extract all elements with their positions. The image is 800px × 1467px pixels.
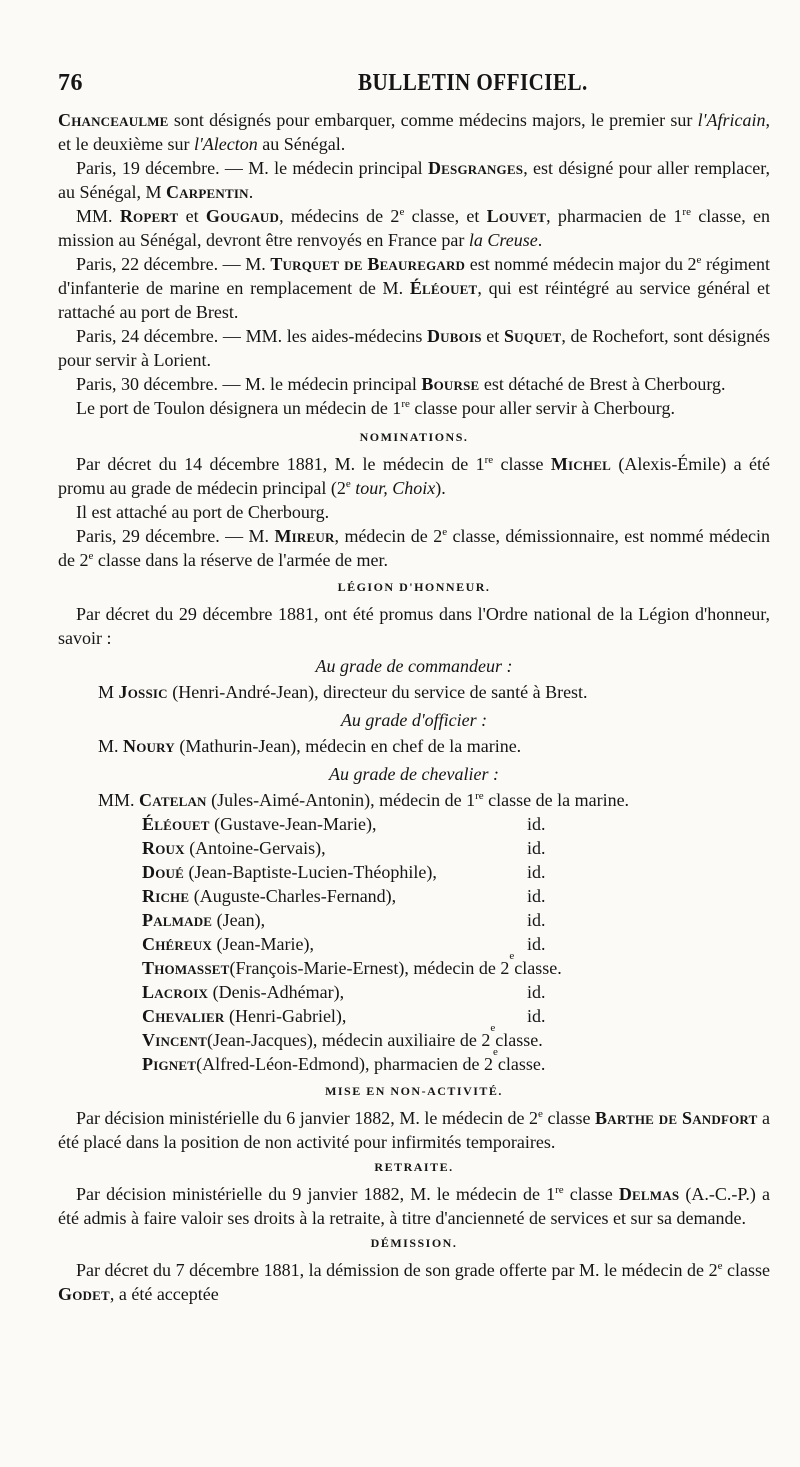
person-name: Palmade — [142, 910, 213, 930]
text: (Henri-André-Jean), directeur du service de santé à Brest. — [167, 682, 588, 702]
text: régiment d'infanterie de marine en remplacement de M. — [58, 254, 770, 298]
text: classe dans la réserve de l'armée de mer. — [93, 550, 388, 570]
superscript: re — [475, 790, 484, 802]
superscript: e — [509, 950, 515, 962]
grade-chevalier-heading: Au grade de chevalier : — [329, 764, 499, 784]
paragraph — [58, 1182, 770, 1230]
list-item — [142, 1004, 770, 1028]
person-name: Chéreux — [142, 934, 213, 954]
list-item — [142, 812, 770, 836]
text: (Henri-Gabriel), — [224, 1006, 347, 1026]
superscript: re — [401, 398, 410, 410]
person-name: Carpentin — [165, 182, 249, 202]
text: (Jean-Jacques), médecin auxiliaire de 2 — [206, 1030, 491, 1050]
text: classe, et — [404, 206, 487, 226]
person-name: Roux — [142, 838, 185, 858]
text: tour, Choix — [350, 478, 436, 498]
text: , médecins de 2 — [279, 206, 400, 226]
text: (Denis-Adhémar), — [208, 982, 345, 1002]
paragraph: Il est attaché au port de Cherbourg. — [76, 502, 330, 522]
text: , a été acceptée — [109, 1284, 219, 1304]
superscript: re — [682, 206, 691, 218]
superscript: e — [442, 526, 448, 538]
text: classe pour aller servir à Cherbourg. — [409, 398, 675, 418]
superscript: re — [555, 1184, 564, 1196]
idem: id. — [527, 934, 546, 954]
person-name: Éléouet — [409, 278, 478, 298]
section-heading-nominations: NOMINATIONS. — [359, 430, 469, 444]
person-name: Delmas — [618, 1184, 680, 1204]
commandeur-entry — [58, 680, 770, 704]
text: et — [178, 206, 206, 226]
paragraph — [58, 1106, 770, 1154]
list-item — [142, 980, 770, 1004]
paragraph — [58, 108, 770, 156]
section-heading-retraite: RETRAITE. — [374, 1160, 454, 1174]
person-name: Éléouet — [142, 814, 210, 834]
text: M — [98, 682, 119, 702]
superscript: e — [88, 550, 94, 562]
text: classe — [722, 1260, 770, 1280]
person-name: Desgranges — [427, 158, 524, 178]
text: ). — [435, 478, 446, 498]
text: Paris, 19 décembre. — M. le médecin principal — [76, 158, 428, 178]
text: , qui est réintégré au service général et rattaché au port de Brest. — [58, 278, 770, 322]
list-item — [142, 1046, 770, 1076]
person-name: Thomasset — [142, 958, 230, 978]
superscript: e — [399, 206, 405, 218]
text: , pharmacien de 1 — [546, 206, 683, 226]
text: , et le deuxième sur — [58, 110, 770, 154]
person-name: Riche — [142, 886, 190, 906]
text: (Jules-Aimé-Antonin), médecin de 1 — [206, 790, 476, 810]
text: (Mathurin-Jean), médecin en chef de la marine. — [174, 736, 522, 756]
text: (Gustave-Jean-Marie), — [209, 814, 377, 834]
text: , est désigné pour aller remplacer, au Sénégal, M — [58, 158, 770, 202]
idem: id. — [527, 982, 546, 1002]
text: (Jean-Baptiste-Lucien-Théophile), — [183, 862, 437, 882]
running-title: BULLETIN OFFICIEL. — [358, 70, 588, 96]
ship-name: l'Africain — [697, 110, 766, 130]
text: classe de la marine. — [483, 790, 630, 810]
person-name: Dubois — [426, 326, 482, 346]
superscript: e — [538, 1108, 543, 1120]
text: est détaché de Brest à Cherbourg. — [479, 374, 726, 394]
paragraph: Par décret du 29 décembre 1881, ont été promus dans l'Ordre national de la Légion d'honneur, savoir : — [58, 604, 770, 648]
section-heading-non-activite: MISE EN NON-ACTIVITÉ. — [325, 1084, 503, 1098]
text: au Sénégal. — [257, 134, 346, 154]
idem: id. — [527, 814, 546, 834]
person-name: Turquet de Beauregard — [270, 254, 466, 274]
paragraph — [58, 204, 770, 252]
text: . — [248, 182, 254, 202]
text: classe — [563, 1184, 619, 1204]
text: (Alexis-Émile) a été promu au grade de médecin principal (2 — [58, 454, 770, 498]
text: Par décret du 14 décembre 1881, M. le médecin de 1 — [76, 454, 485, 474]
text: Le port de Toulon désignera un médecin de 1 — [76, 398, 402, 418]
paragraph — [58, 324, 770, 372]
paragraph — [58, 1258, 770, 1306]
idem: id. — [527, 1006, 546, 1026]
person-name: Noury — [123, 736, 175, 756]
text: (Auguste-Charles-Fernand), — [189, 886, 397, 906]
person-name: Barthe de Sandfort — [595, 1108, 758, 1128]
person-name: Vincent — [142, 1030, 207, 1050]
text: a été placé dans la position de non activité pour infirmités temporaires. — [58, 1108, 770, 1152]
text: classe, démissionnaire, est nommé médecin de 2 — [58, 526, 770, 570]
document-body — [58, 108, 770, 1306]
list-item — [142, 908, 770, 932]
text: M. — [98, 736, 124, 756]
superscript: re — [484, 454, 494, 466]
superscript: e — [490, 1022, 496, 1034]
list-item — [142, 836, 770, 860]
text: Paris, 30 décembre. — M. le médecin principal — [76, 374, 422, 394]
superscript: e — [345, 478, 351, 490]
person-name: Catelan — [139, 790, 207, 810]
chevalier-list — [142, 812, 770, 1076]
text: MM. — [98, 790, 140, 810]
officier-entry — [58, 734, 770, 758]
person-name: Chanceaulme — [58, 110, 169, 130]
paragraph — [58, 372, 770, 396]
ship-name: la Creuse — [468, 230, 538, 250]
person-name: Chevalier — [142, 1006, 225, 1026]
ship-name: l'Alecton — [193, 134, 258, 154]
text: (Alfred-Léon-Edmond), pharmacien de 2 — [196, 1054, 493, 1074]
person-name: Louvet — [486, 206, 547, 226]
text: (Jean), — [212, 910, 266, 930]
idem: id. — [527, 838, 546, 858]
list-item — [142, 860, 770, 884]
text: classe. — [495, 1030, 543, 1050]
paragraph — [58, 252, 770, 324]
superscript: e — [717, 1260, 723, 1272]
section-heading-legion: LÉGION D'HONNEUR. — [337, 580, 491, 594]
text: Paris, 24 décembre. — MM. les aides-médecins — [76, 326, 427, 346]
person-name: Jossic — [118, 682, 168, 702]
text: et — [481, 326, 504, 346]
text: Par décret du 7 décembre 1881, la démission de son grade offerte par M. le médecin de 2 — [76, 1260, 718, 1280]
text: , médecin de 2 — [334, 526, 443, 546]
text: . — [537, 230, 543, 250]
text: MM. — [76, 206, 120, 226]
list-item — [142, 884, 770, 908]
text: classe, en mission au Sénégal, devront être renvoyés en France par — [58, 206, 771, 250]
person-name: Michel — [550, 454, 611, 474]
page-header — [58, 62, 766, 102]
grade-commandeur-heading: Au grade de commandeur : — [315, 656, 513, 676]
superscript: e — [696, 254, 702, 266]
person-name: Suquet — [503, 326, 562, 346]
paragraph — [58, 524, 770, 572]
idem: id. — [527, 910, 546, 930]
section-heading-demission: DÉMISSION. — [370, 1236, 458, 1250]
idem: id. — [527, 862, 546, 882]
grade-officier-heading: Au grade d'officier : — [340, 710, 488, 730]
list-item — [142, 950, 770, 980]
text: Par décision ministérielle du 6 janvier 1882, M. le médecin de 2 — [76, 1108, 539, 1128]
person-name: Mireur — [274, 526, 335, 546]
person-name: Lacroix — [142, 982, 209, 1002]
text: classe — [542, 1108, 596, 1128]
person-name: Doué — [142, 862, 184, 882]
text: (Antoine-Gervais), — [184, 838, 326, 858]
text: (Jean-Marie), — [212, 934, 314, 954]
person-name: Bourse — [421, 374, 480, 394]
text: classe — [493, 454, 551, 474]
text: Paris, 29 décembre. — M. — [76, 526, 275, 546]
person-name: Pignet — [142, 1054, 197, 1074]
text: sont désignés pour embarquer, comme médecins majors, le premier sur — [168, 110, 698, 130]
text: (A.-C.-P.) a été admis à faire valoir ses droits à la retraite, à titre d'ancienneté de services et sur sa demande. — [58, 1184, 770, 1228]
person-name: Gougaud — [205, 206, 280, 226]
text: Paris, 22 décembre. — M. — [76, 254, 271, 274]
page-number: 76 — [58, 70, 83, 96]
person-name: Godet — [58, 1284, 110, 1304]
chevalier-entry — [58, 788, 770, 812]
list-item — [142, 932, 770, 956]
superscript: e — [493, 1046, 498, 1058]
idem: id. — [527, 886, 546, 906]
paragraph — [58, 452, 770, 500]
text: est nommé médecin major du 2 — [465, 254, 697, 274]
paragraph — [58, 396, 770, 420]
person-name: Ropert — [119, 206, 179, 226]
text: classe. — [514, 958, 562, 978]
text: , de Rochefort, sont désignés pour servir à Lorient. — [58, 326, 770, 370]
text: classe. — [497, 1054, 546, 1074]
text: Par décision ministérielle du 9 janvier 1882, M. le médecin de 1 — [76, 1184, 556, 1204]
text: (François-Marie-Ernest), médecin de 2 — [229, 958, 510, 978]
list-item — [142, 1022, 770, 1052]
paragraph — [58, 156, 770, 204]
